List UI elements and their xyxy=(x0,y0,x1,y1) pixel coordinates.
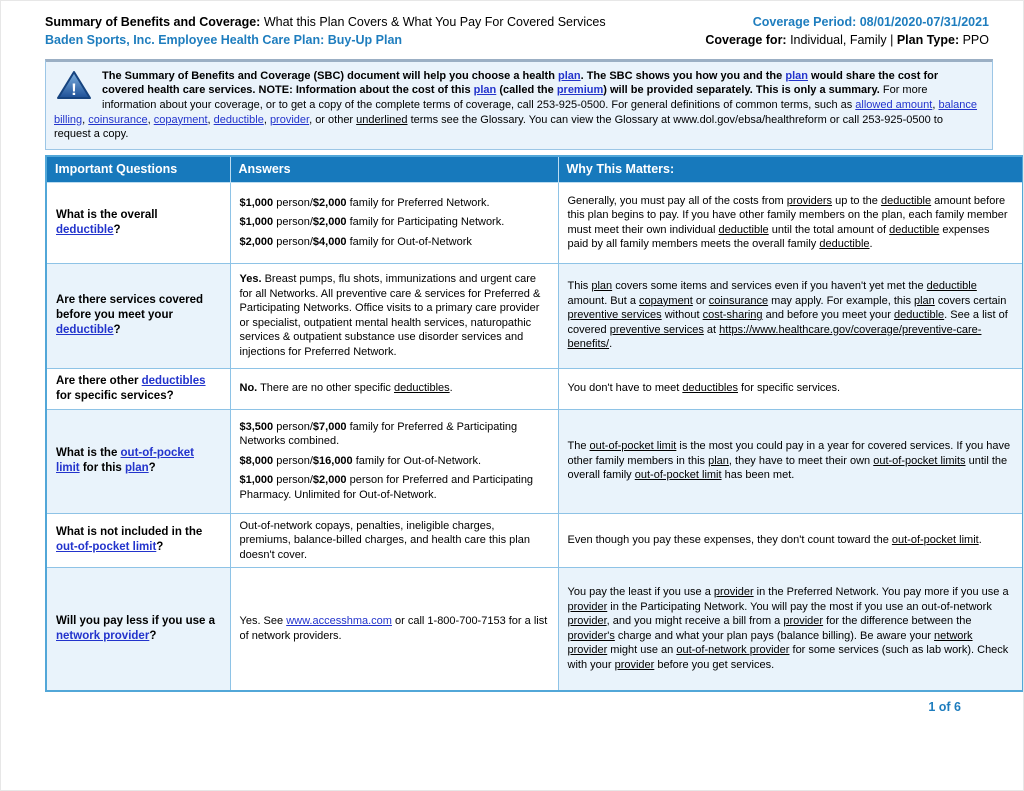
text-segment: for specific services. xyxy=(738,382,841,395)
text-segment: family for Out-of-Network. xyxy=(352,454,482,467)
glossary-term[interactable]: deductible xyxy=(926,280,977,293)
answer-paragraph xyxy=(240,454,549,469)
link[interactable]: plan xyxy=(125,462,149,475)
text-segment: Breast pumps, flu shots, immunizations and urgent care for all Networks. All preventive care & services for Preferred & Participating Networks. Office visits to a primary care provider or specialist, outpatient mental health services, naturopathic services & outpatient substance use disorder services and injections for Preferred Network. xyxy=(239,273,541,358)
answer-cell xyxy=(230,568,558,691)
text-segment: covers some items and services even if you haven't yet met the xyxy=(612,280,927,293)
link[interactable]: plan xyxy=(473,84,497,97)
text-segment: You pay the least if you use a xyxy=(567,586,714,599)
text-segment: without xyxy=(661,309,703,322)
text-segment: until the overall family xyxy=(567,454,1008,482)
link[interactable]: deductibles xyxy=(141,374,206,387)
text-segment: There are no other specific xyxy=(257,382,394,395)
glossary-term[interactable]: plan xyxy=(591,280,613,293)
link[interactable]: network provider xyxy=(56,629,150,642)
intro-box xyxy=(45,59,993,151)
text-segment: Will you pay less if you use a xyxy=(56,614,216,627)
glossary-term[interactable]: deductible xyxy=(880,194,932,207)
text-segment: Yes. See xyxy=(239,615,287,628)
text-segment: before you get services. xyxy=(654,658,775,671)
link[interactable]: plan xyxy=(557,69,581,82)
text-segment: , xyxy=(82,113,89,126)
link[interactable]: www.accesshma.com xyxy=(286,615,392,628)
text-segment: person/ xyxy=(273,420,313,433)
text-segment: $8,000 xyxy=(239,454,274,467)
question-cell xyxy=(46,368,230,409)
glossary-term[interactable]: out-of-pocket limit xyxy=(634,469,722,482)
glossary-term[interactable]: deductible xyxy=(718,223,769,236)
text-segment: . See a list of covered xyxy=(567,309,1008,336)
text-segment: $2,000 xyxy=(312,474,347,487)
text-segment: . xyxy=(869,238,873,251)
question-cell xyxy=(46,409,230,513)
text-segment: family for Preferred Network. xyxy=(346,196,490,209)
link[interactable]: provider xyxy=(269,113,310,126)
text-segment: . xyxy=(449,382,453,395)
answer-cell xyxy=(230,409,558,513)
glossary-term[interactable]: deductible xyxy=(894,309,945,322)
text-segment: Generally, you must pay all of the costs from xyxy=(567,194,787,207)
text-segment: , xyxy=(147,113,154,126)
answer-paragraph xyxy=(240,420,549,449)
glossary-term[interactable]: provider xyxy=(713,586,754,599)
glossary-term[interactable]: plan xyxy=(708,454,729,467)
question-cell xyxy=(46,568,230,691)
glossary-term[interactable]: https://www.healthcare.gov/coverage/preventive-care-benefits/ xyxy=(567,323,982,351)
text-segment: $7,000 xyxy=(312,420,347,433)
text-segment: Individual, Family | xyxy=(786,32,897,47)
text-segment: in the Participating Network. You will pay the most if you use an out-of-network xyxy=(607,600,992,613)
text-segment: $2,000 xyxy=(312,216,347,229)
link[interactable]: balance billing xyxy=(54,98,978,126)
text-segment: Yes. xyxy=(239,273,262,286)
text-segment: ? xyxy=(156,541,164,554)
glossary-term[interactable]: underlined xyxy=(356,113,408,126)
answer-paragraph xyxy=(240,614,549,643)
column-header-important-questions: Important Questions xyxy=(46,156,230,182)
text-segment: (called the xyxy=(496,84,557,97)
text-segment: family for Participating Network. xyxy=(346,216,505,229)
text-segment: ? xyxy=(113,324,121,337)
glossary-term[interactable]: copayment xyxy=(639,294,693,307)
glossary-term[interactable]: provider xyxy=(567,600,608,613)
glossary-term[interactable]: out-of-pocket limits xyxy=(873,454,966,467)
text-segment: in the Preferred Network. You pay more if you use a xyxy=(753,586,1009,599)
text-segment: amount. But a xyxy=(567,294,640,307)
glossary-term[interactable]: provider's xyxy=(567,629,615,642)
text-segment: $2,000 xyxy=(239,235,274,248)
text-segment: person for Preferred and Participating Pharmacy. Unlimited for Out-of-Network. xyxy=(239,474,534,501)
document-header xyxy=(1,1,1023,50)
text-segment: has been met. xyxy=(721,469,795,482)
answer-cell xyxy=(230,182,558,263)
text-segment: You don't have to meet xyxy=(567,382,683,395)
answer-paragraph xyxy=(240,272,549,359)
text-segment: ? xyxy=(148,462,156,475)
text-segment: amount before this plan begins to pay. If you have other family members on the plan, each family member must meet their own individual xyxy=(567,194,1008,236)
text-segment: charge and what your plan pays (balance billing). Be aware your xyxy=(614,629,935,642)
text-segment: or xyxy=(692,294,709,307)
text-segment: $1,000 xyxy=(239,196,274,209)
glossary-term[interactable]: out-of-network provider xyxy=(676,644,790,657)
text-segment: would share the cost for covered health care services. NOTE: Information about the cost of this xyxy=(102,69,939,97)
glossary-term[interactable]: provider xyxy=(567,615,607,628)
table-row xyxy=(46,409,1023,513)
text-segment: $16,000 xyxy=(312,454,353,467)
text-segment: for some services (such as lab work). Check with your xyxy=(567,644,1009,671)
text-segment: . xyxy=(978,534,982,547)
glossary-term[interactable]: provider xyxy=(783,615,824,628)
text-segment: ) will be provided separately. This is only a summary. xyxy=(603,84,883,97)
text-segment: for this xyxy=(79,462,126,475)
header-left xyxy=(45,14,606,50)
text-segment: family for Out-of-Network xyxy=(346,235,472,248)
text-segment: covers certain xyxy=(934,294,1007,307)
glossary-term[interactable]: providers xyxy=(786,194,833,207)
glossary-term[interactable]: deductible xyxy=(889,223,940,236)
link[interactable]: coinsurance xyxy=(88,113,148,126)
text-segment: expenses paid by all family members meets the overall family xyxy=(567,223,990,251)
table-row xyxy=(46,182,1023,263)
answer-paragraph xyxy=(240,196,549,211)
text-segment: terms see the Glossary. You can view the Glossary at www.dol.gov/ebsa/healthreform or call 253-925-0500 to request a copy. xyxy=(54,113,943,141)
text-segment: or call 1-800-700-7153 for a list of network providers. xyxy=(239,615,548,642)
link[interactable]: plan xyxy=(785,69,808,82)
link[interactable]: allowed amount xyxy=(855,98,933,111)
text-segment: ? xyxy=(149,629,157,642)
text-segment: $2,000 xyxy=(312,196,347,209)
text-segment: person/ xyxy=(273,454,313,467)
glossary-term[interactable]: network provider xyxy=(567,629,973,657)
text-segment: $3,500 xyxy=(239,420,274,433)
table-row xyxy=(46,513,1023,568)
alert-icon xyxy=(56,70,92,101)
glossary-term[interactable]: cost-sharing xyxy=(702,309,763,322)
text-segment: is the most you could pay in a year for covered services. If you have other family members in this xyxy=(567,440,1011,467)
text-segment: The xyxy=(567,440,590,453)
link[interactable]: out-of-pocket limit xyxy=(56,447,194,475)
text-segment: up to the xyxy=(832,194,881,207)
why-this-matters-cell xyxy=(558,263,1023,368)
text-segment: person/ xyxy=(273,474,313,487)
title-bold: Summary of Benefits and Coverage: xyxy=(45,15,261,29)
text-segment: What is not included in the xyxy=(56,526,203,539)
text-segment: The Summary of Benefits and Coverage (SBC) document will help you choose a health xyxy=(102,69,558,82)
answer-paragraph xyxy=(240,473,549,502)
text-segment: at xyxy=(703,323,720,336)
question-cell xyxy=(46,513,230,568)
answer-paragraph xyxy=(240,519,549,563)
glossary-term[interactable]: out-of-pocket limit xyxy=(589,440,677,453)
text-segment: This xyxy=(567,280,592,293)
answer-cell xyxy=(230,368,558,409)
text-segment: and before you meet your xyxy=(762,309,895,322)
glossary-term[interactable]: provider xyxy=(614,658,655,671)
text-segment: Are there services covered before you meet your xyxy=(56,294,204,322)
text-segment: Are there other xyxy=(56,374,142,387)
text-segment: $1,000 xyxy=(239,474,274,487)
text-segment: Plan Type: xyxy=(896,32,960,47)
answer-paragraph xyxy=(240,235,549,250)
why-this-matters-cell xyxy=(558,368,1023,409)
link[interactable]: deductible xyxy=(56,223,114,236)
link[interactable]: deductible xyxy=(213,113,264,126)
link[interactable]: copayment xyxy=(153,113,208,126)
glossary-term[interactable]: preventive services xyxy=(567,309,662,322)
svg-text:!: ! xyxy=(71,79,77,99)
question-cell xyxy=(46,182,230,263)
text-segment: might use an xyxy=(607,644,677,657)
column-header-why-this-matters: Why This Matters: xyxy=(558,156,1023,182)
page-number: 1 of 6 xyxy=(928,700,961,714)
glossary-term[interactable]: plan xyxy=(914,294,935,307)
link[interactable]: out-of-pocket limit xyxy=(56,541,157,554)
glossary-term[interactable]: deductibles xyxy=(394,382,450,395)
benefits-table xyxy=(45,155,1024,691)
coverage-for xyxy=(705,32,989,50)
text-segment: Out-of-network copays, penalties, ineligible charges, premiums, balance-billed charges, and health care this plan doesn't cover. xyxy=(239,519,530,561)
text-segment: Even though you pay these expenses, they don't count toward the xyxy=(567,534,892,547)
text-segment: , and you might receive a bill from a xyxy=(606,615,784,628)
text-segment: For more information about your coverage, or to get a copy of the complete terms of coverage, call 253-925-0500. For general definitions of common terms, such as xyxy=(102,84,928,111)
text-segment: What is the xyxy=(56,447,121,460)
glossary-term[interactable]: preventive services xyxy=(609,323,704,336)
text-segment: PPO xyxy=(959,32,989,47)
glossary-term[interactable]: out-of-pocket limit xyxy=(891,534,979,547)
text-segment: $4,000 xyxy=(312,235,347,248)
text-segment: , xyxy=(263,113,270,126)
why-this-matters-cell xyxy=(558,513,1023,568)
document-title xyxy=(45,14,606,32)
text-segment: , xyxy=(207,113,214,126)
link[interactable]: premium xyxy=(556,84,604,97)
glossary-term[interactable]: deductibles xyxy=(682,382,738,395)
why-this-matters-cell xyxy=(558,409,1023,513)
text-segment: may apply. For example, this xyxy=(768,294,914,307)
title-rest: What this Plan Covers & What You Pay For Covered Services xyxy=(260,15,606,29)
why-this-matters-cell xyxy=(558,182,1023,263)
text-segment: $1,000 xyxy=(239,216,274,229)
coverage-period: Coverage Period: 08/01/2020-07/31/2021 xyxy=(752,15,989,29)
table-row xyxy=(46,368,1023,409)
text-segment: until the total amount of xyxy=(768,223,890,236)
text-segment: , they have to meet their own xyxy=(728,454,874,467)
text-segment: . xyxy=(609,338,613,351)
answer-cell xyxy=(230,513,558,568)
text-segment: , xyxy=(932,98,939,111)
text-segment: . The SBC shows you how you and the xyxy=(580,69,786,82)
text-segment: What is the overall xyxy=(56,208,158,221)
table-row xyxy=(46,568,1023,691)
link[interactable]: deductible xyxy=(56,324,114,337)
text-segment: for specific services? xyxy=(56,389,174,402)
text-segment: person/ xyxy=(273,235,313,248)
header-right xyxy=(705,14,989,50)
text-segment: ? xyxy=(113,223,121,236)
text-segment: , or other xyxy=(309,113,357,126)
table-header-row xyxy=(46,156,1023,182)
table-row xyxy=(46,263,1023,368)
text-segment: person/ xyxy=(273,196,313,209)
question-cell xyxy=(46,263,230,368)
text-segment: person/ xyxy=(273,216,313,229)
glossary-term[interactable]: deductible xyxy=(819,238,870,251)
answer-paragraph xyxy=(240,381,549,396)
text-segment: No. xyxy=(239,382,258,395)
why-this-matters-cell xyxy=(558,568,1023,691)
answer-cell xyxy=(230,263,558,368)
column-header-answers: Answers xyxy=(230,156,558,182)
text-segment: family for Preferred & Participating Networks combined. xyxy=(239,420,518,448)
glossary-term[interactable]: coinsurance xyxy=(708,294,769,307)
plan-name: Baden Sports, Inc. Employee Health Care Plan: Buy-Up Plan xyxy=(45,32,403,47)
intro-text xyxy=(54,69,982,143)
answer-paragraph xyxy=(240,215,549,230)
text-segment: Coverage for: xyxy=(705,32,787,47)
text-segment: for the difference between the xyxy=(823,615,972,628)
